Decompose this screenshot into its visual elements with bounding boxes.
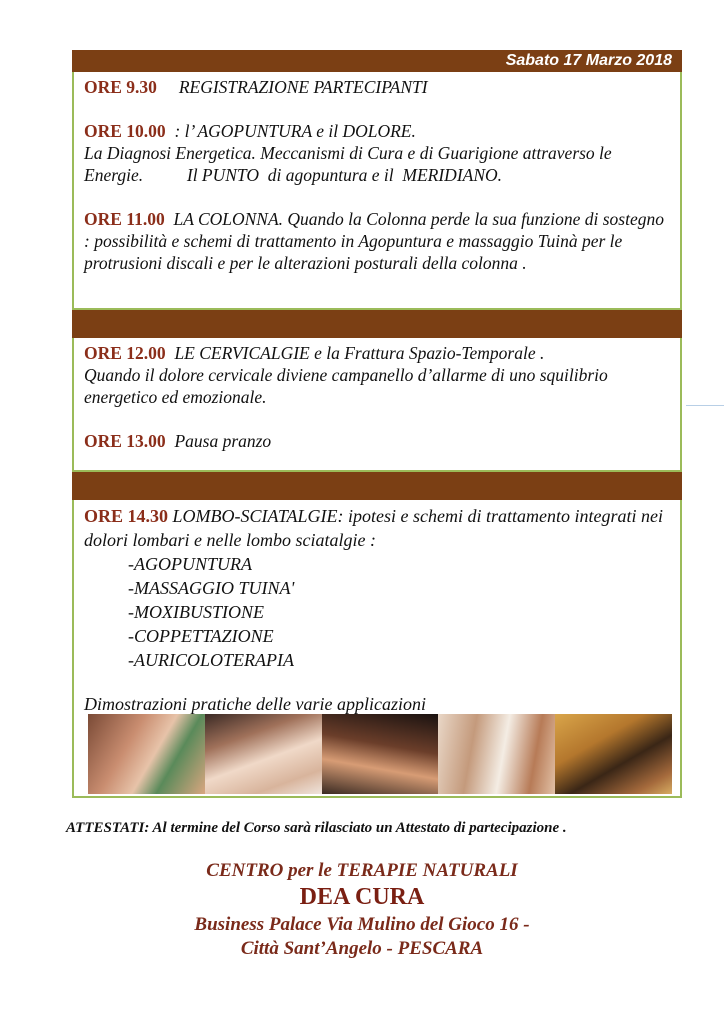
schedule-item — [84, 430, 670, 452]
treatment-list — [128, 552, 670, 672]
item-title: LOMBO-SCIATALGIE: ipotesi e schemi di trattamento integrati nei dolori lombari e nelle lombo sciatalgie : — [84, 506, 663, 550]
midday-section — [72, 338, 682, 472]
hot-stones-photo — [555, 714, 672, 794]
item-title: LE CERVICALGIE e la Frattura Spazio-Temporale . — [174, 343, 545, 363]
address-line-2: Città Sant’Angelo - PESCARA — [240, 938, 484, 959]
schedule-item — [84, 342, 670, 408]
item-title: REGISTRAZIONE PARTECIPANTI — [178, 77, 428, 97]
item-title: : l’ AGOPUNTURA e il DOLORE. — [174, 121, 416, 141]
address-line-1: Business Palace Via Mulino del Gioco 16 - — [194, 914, 530, 935]
time-label: ORE 13.00 — [84, 431, 166, 451]
item-title: LA COLONNA. Quando la Colonna perde la sua funzione di sostegno : possibilità e schemi di trattamento in Agopuntura e massaggio Tuinà per le protrusioni discali e per le alterazioni posturali della colonna . — [84, 209, 664, 273]
schedule-item — [84, 504, 670, 552]
massage-photo — [438, 714, 555, 794]
item-body: La Diagnosi Energetica. Meccanismi di Cura e di Guarigione attraverso le Energie. Il PUNTO di agopuntura e il MERIDIANO. — [84, 143, 617, 185]
time-label: ORE 12.00 — [84, 343, 166, 363]
list-item: -AGOPUNTURA — [128, 554, 252, 574]
photo-strip — [88, 714, 672, 794]
time-label: ORE 9.30 — [84, 77, 157, 97]
item-title: Pausa pranzo — [174, 431, 272, 451]
schedule-item — [84, 208, 670, 274]
moxibustion-photo — [88, 714, 205, 794]
section-divider — [72, 472, 682, 500]
attestati-note: ATTESTATI: Al termine del Corso sarà rilasciato un Attestato di partecipazione . — [66, 820, 567, 836]
morning-section — [72, 72, 682, 310]
list-item: -MASSAGGIO TUINA' — [128, 578, 295, 598]
divider-line — [686, 405, 724, 406]
head-massage-photo — [205, 714, 322, 794]
list-item: -COPPETTAZIONE — [128, 626, 274, 646]
list-item: -MOXIBUSTIONE — [128, 602, 264, 622]
demo-note: Dimostrazioni pratiche delle varie applicazioni — [84, 694, 426, 714]
afternoon-section — [72, 500, 682, 798]
centro-title: CENTRO per le TERAPIE NATURALI — [206, 860, 518, 881]
list-item: -AURICOLOTERAPIA — [128, 650, 294, 670]
time-label: ORE 14.30 — [84, 506, 169, 526]
schedule-item — [84, 120, 670, 186]
section-divider — [72, 310, 682, 338]
time-label: ORE 10.00 — [84, 121, 166, 141]
center-name: DEA CURA — [299, 884, 425, 910]
schedule-item — [84, 76, 670, 98]
item-body: Quando il dolore cervicale diviene campanello d’allarme di uno squilibrio energetico ed emozionale. — [84, 365, 608, 407]
time-label: ORE 11.00 — [84, 209, 165, 229]
date-header: Sabato 17 Marzo 2018 — [72, 50, 682, 72]
back-treatment-photo — [322, 714, 439, 794]
